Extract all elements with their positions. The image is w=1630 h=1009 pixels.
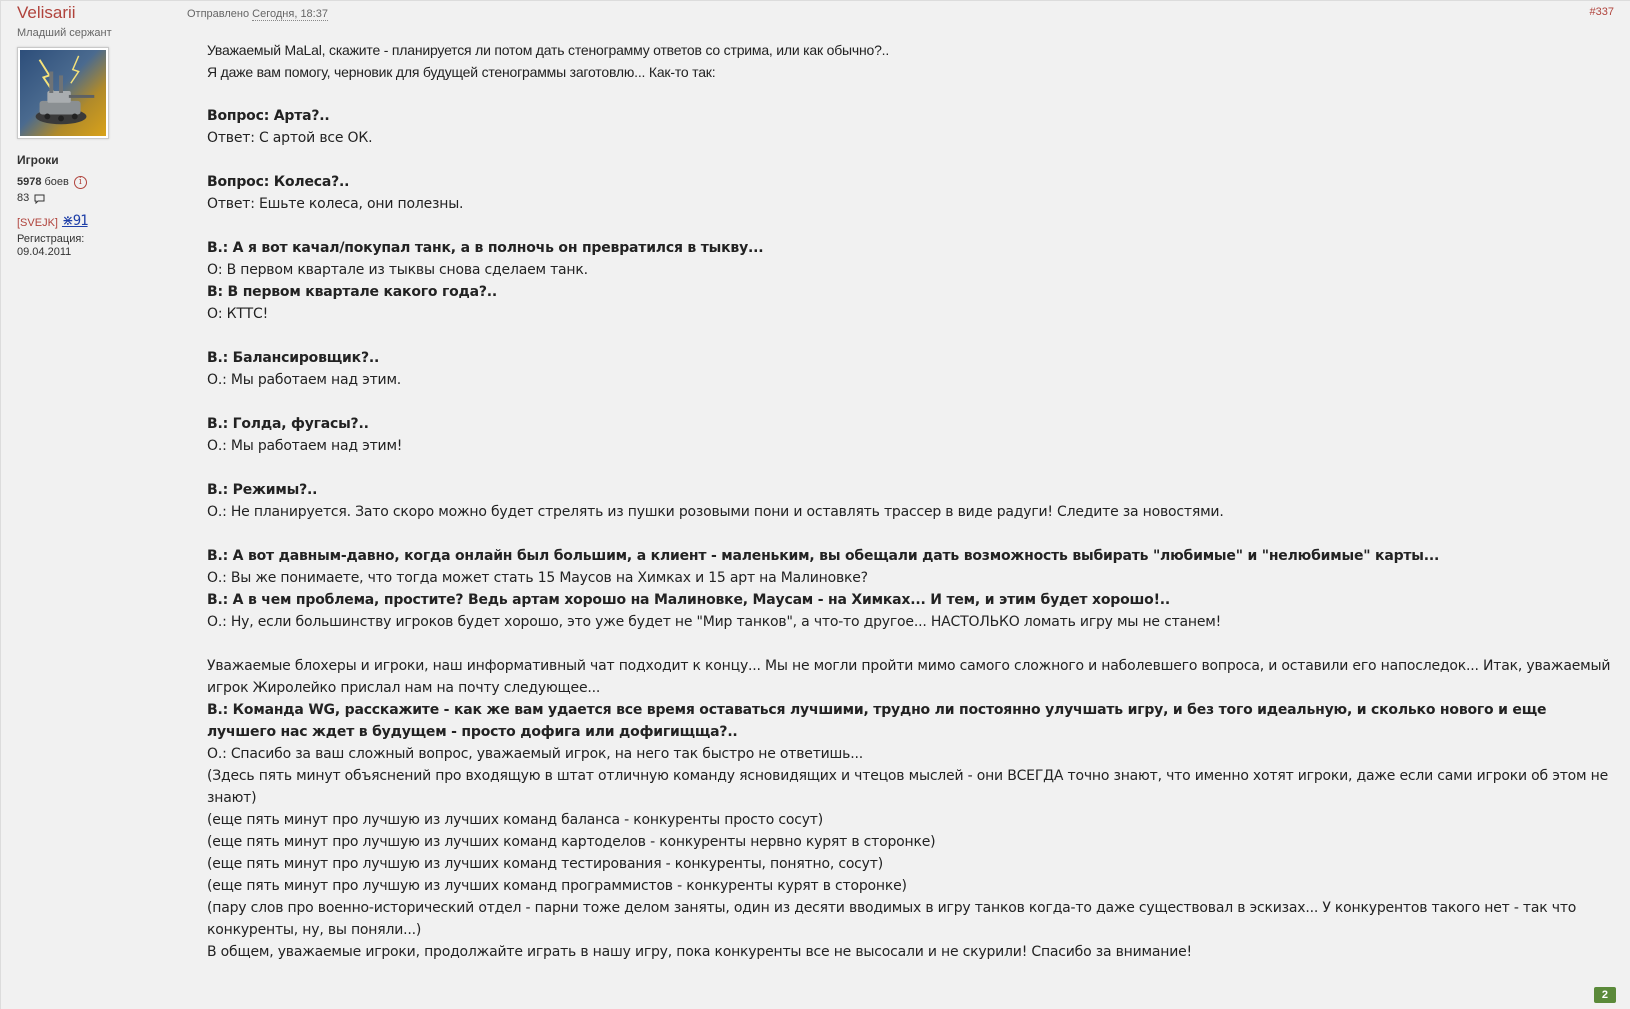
text-line: О: КТТС! xyxy=(207,306,269,322)
post-body xyxy=(207,39,1617,963)
blank-line xyxy=(207,633,1617,655)
text-line: О.: Не планируется. Зато скоро можно будет стрелять из пушки розовыми пони и оставлять трассер в виде радуги! Следите за новостями. xyxy=(207,504,1224,520)
question-line: В.: Балансировщик?.. xyxy=(207,350,380,366)
author-name-link[interactable]: Velisarii xyxy=(17,3,76,22)
registration-label: Регистрация: xyxy=(17,233,85,245)
text-line: О.: Мы работаем над этим. xyxy=(207,372,402,388)
clan-row xyxy=(17,213,177,229)
text-line: (еще пять минут про лучшую из лучших команд картоделов - конкуренты нервно курят в сторонке) xyxy=(207,834,936,850)
blank-line xyxy=(207,523,1617,545)
text-line: (еще пять минут про лучшую из лучших команд программистов - конкуренты курят в сторонке) xyxy=(207,878,907,894)
question-line: В.: Голда, фугасы?.. xyxy=(207,416,369,432)
question-line: В.: А я вот качал/покупал танк, а в полночь он превратился в тыкву... xyxy=(207,240,764,256)
author-panel xyxy=(17,3,177,259)
post-number-link[interactable]: #337 xyxy=(1589,6,1614,18)
text-line: (пару слов про военно-исторический отдел - парни тоже делом заняты, один из десяти вводимых в игру танков когда-то даже существовал в эскизах... У конкурентов такого нет - так что конкуренты, ну, вы поняли...) xyxy=(207,900,1577,938)
blank-line xyxy=(207,325,1617,347)
likes-badge[interactable]: 2 xyxy=(1594,987,1616,1003)
clan-tag-link[interactable]: [SVEJK] xyxy=(17,217,58,229)
sent-date: Сегодня, 18:37 xyxy=(252,8,328,20)
post-header xyxy=(187,8,328,20)
text-line: О.: Мы работаем над этим! xyxy=(207,438,403,454)
author-group: Игроки xyxy=(17,153,59,167)
text-line: Ответ: С артой все ОК. xyxy=(207,130,373,146)
clan-badge-link[interactable]: ⋇91 xyxy=(61,213,88,229)
info-icon[interactable]: i xyxy=(74,176,87,189)
question-line: В: В первом квартале какого года?.. xyxy=(207,284,498,300)
comment-icon xyxy=(34,194,45,204)
battles-count: 5978 xyxy=(17,176,42,188)
text-line: О.: Спасибо за ваш сложный вопрос, уважаемый игрок, на него так быстро не ответишь... xyxy=(207,746,863,762)
posts-stat xyxy=(17,192,177,205)
battles-stat xyxy=(17,176,177,189)
avatar[interactable] xyxy=(17,47,109,139)
question-line: В.: А вот давным-давно, когда онлайн был большим, а клиент - маленьким, вы обещали дать возможность выбирать "любимые" и "нелюбимые" карты... xyxy=(207,548,1440,564)
text-line: (Здесь пять минут объяснений про входящую в штат отличную команду ясновидящих и чтецов мыслей - они ВСЕГДА точно знают, что именно хотят игроки, даже если сами игроки об этом не знают) xyxy=(207,768,1609,806)
text-line: О.: Ну, если большинству игроков будет хорошо, это уже будет не "Мир танков", а что-то другое... НАСТОЛЬКО ломать игру мы не станем! xyxy=(207,614,1222,630)
text-line: О: В первом квартале из тыквы снова сделаем танк. xyxy=(207,262,588,278)
battles-label: боев xyxy=(44,176,69,188)
text-line: (еще пять минут про лучшую из лучших команд тестирования - конкуренты, понятно, сосут) xyxy=(207,856,883,872)
text-line: (еще пять минут про лучшую из лучших команд баланса - конкуренты просто сосут) xyxy=(207,812,824,828)
question-line: В.: Режимы?.. xyxy=(207,482,318,498)
blank-line xyxy=(207,457,1617,479)
sent-label: Отправлено xyxy=(187,8,250,20)
text-line: О.: Вы же понимаете, что тогда может стать 15 Маусов на Химках и 15 арт на Малиновке? xyxy=(207,570,868,586)
author-rank: Младший сержант xyxy=(17,27,112,39)
text-line: Я даже вам помогу, черновик для будущей стенограммы заготовлю... Как-то так: xyxy=(207,64,716,80)
text-line: Уважаемые блохеры и игроки, наш информативный чат подходит к концу... Мы не могли пройти мимо самого сложного и наболевшего вопроса, и оставили его напоследок... Итак, уважаемый игрок Жиролейко прислал нам на почту следующее... xyxy=(207,658,1611,696)
blank-line xyxy=(207,149,1617,171)
question-line: Вопрос: Арта?.. xyxy=(207,108,330,124)
question-line: В.: А в чем проблема, простите? Ведь артам хорошо на Малиновке, Маусам - на Химках... И тем, и этим будет хорошо!.. xyxy=(207,592,1171,608)
question-line: Вопрос: Колеса?.. xyxy=(207,174,350,190)
text-line: Уважаемый MaLal, скажите - планируется ли потом дать стенограмму ответов со стрима, или как обычно?.. xyxy=(207,42,890,58)
tank-avatar-icon xyxy=(20,50,106,136)
question-line: В.: Команда WG, расскажите - как же вам удается все время оставаться лучшими, трудно ли постоянно улучшать игру, и без того идеальную, и сколько нового и еще лучшего нас ждет в будущем - просто дофига или дофигищща?.. xyxy=(207,702,1547,740)
registration-date: 09.04.2011 xyxy=(17,246,72,258)
blank-line xyxy=(207,215,1617,237)
blank-line xyxy=(207,391,1617,413)
text-line: Ответ: Ешьте колеса, они полезны. xyxy=(207,196,464,212)
text-line: В общем, уважаемые игроки, продолжайте играть в нашу игру, пока конкуренты все не высосали и не скурили! Спасибо за внимание! xyxy=(207,944,1192,960)
posts-count: 83 xyxy=(17,192,30,204)
blank-line xyxy=(207,83,1617,105)
